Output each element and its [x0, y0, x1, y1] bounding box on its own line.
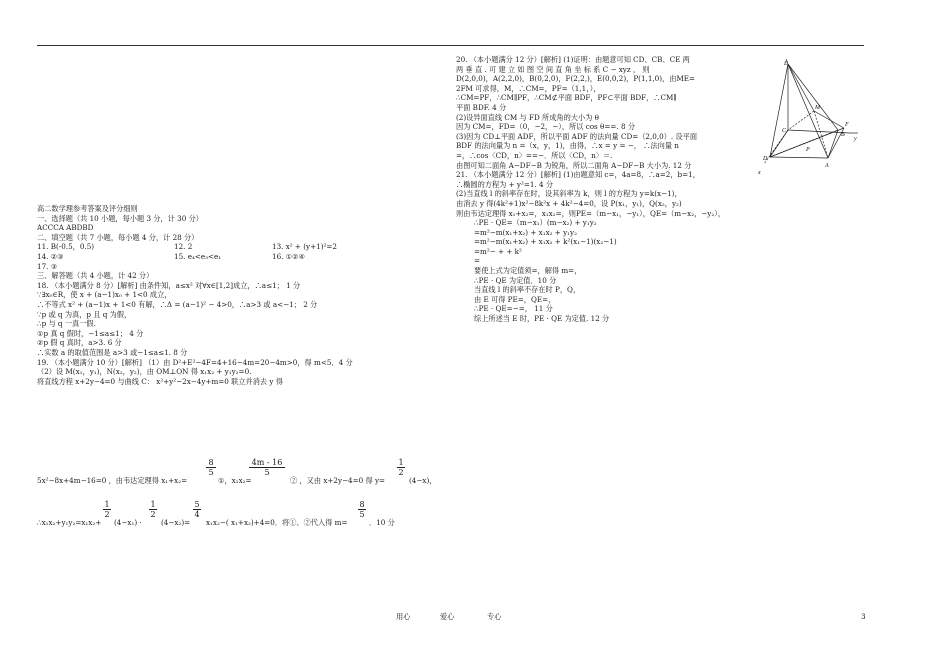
figure-label-A: A: [825, 163, 829, 169]
q21-line: ∴PE · QE 为定值．10 分: [474, 275, 557, 285]
solve-heading: 三、解答题（共 4 小题，计 42 分）: [37, 271, 154, 281]
figure-label-F: F: [845, 122, 849, 128]
q19-text: ．10 分: [369, 518, 395, 527]
mc-heading: 一、选择题（共 10 小题，每小题 3 分，计 30 分）: [37, 213, 203, 223]
q20-line: (2)设异面直线 CM 与 FD 所成角的大小为 θ: [456, 112, 599, 122]
q18-line: ②p 假 q 真时，a>3. 6 分: [37, 338, 122, 348]
geometry-figure: [754, 56, 862, 180]
q19-text: ①，x₁x₂=: [218, 476, 252, 485]
q19-vieta-line: [37, 476, 187, 486]
q18-line: ∴p 与 q 一真一假.: [37, 319, 96, 329]
q20-line: 平面 BDF. 4 分: [456, 102, 507, 112]
footer-motto-1: 用心: [396, 612, 411, 621]
q18-line: ∴不等式 x² + (a−1)x + 1<0 有解，∴Δ = (a−1)² − 4>0，∴a>3 或 a<−1； 2 分: [37, 299, 318, 309]
left-column: [37, 204, 447, 386]
q21-line: =: [474, 256, 481, 266]
figure-label-x: x: [758, 170, 761, 176]
q20-line: 两 垂 直 . 可 建 立 如 图 空 间 直 角 坐 标 系 C − xyz ， 则: [456, 64, 650, 74]
q21-line: =m²− + + k²: [474, 246, 522, 256]
q20-line: BDF 的法向量为 n =（x，y，1)，由得，∴x = y = −， ∴法向量 n: [456, 141, 679, 151]
q19-line: 将直线方程 x+2y−4=0 与曲线 C： x²+y²−2x−4y+m=0 联立并消去 y 得: [37, 376, 283, 386]
fill-answer-11: 11. B(-0.5，0.5): [37, 242, 95, 252]
q19-text: (4−x)，: [409, 476, 437, 485]
figure-label-M: M: [815, 105, 820, 111]
q21-line: (2)当直线 l 的斜率存在时，设其斜率为 k，则 l 的方程为 y=k(x−1)，: [456, 189, 682, 199]
footer-motto-2: 爱心: [440, 612, 455, 621]
q19-text: ② ，又由 x+2y−4=0 得 y=: [290, 476, 386, 485]
figure-label-B: B: [841, 132, 845, 138]
footer-motto-3: 专心: [487, 612, 502, 621]
fraction-8-over-5: 8 5: [359, 500, 365, 519]
q21-line: 要使上式为定值须=，解得 m=，: [474, 266, 582, 276]
fraction-5-over-4: 5 4: [194, 500, 200, 519]
q21-line: ∴椭圆的方程为 + y²=1. 4 分: [456, 179, 554, 189]
q20-line: ∴CM=PF，∴CM∥PF，∴CM⊄平面 BDF，PF⊂平面 BDF，∴CM∥: [456, 93, 677, 103]
right-column: [456, 55, 766, 324]
fill-answer-12: 12. 2: [174, 242, 193, 252]
q19-text: x₁x₂−( x₁+x₂)+4=0．将①、②代入得 m=: [206, 518, 348, 527]
fill-row: [37, 242, 447, 252]
q20-line: 2FM 可求得，M，∴CM=，PF=（1,1，），: [456, 83, 601, 93]
figure-label-D: D: [763, 156, 768, 162]
figure-label-y: y: [854, 136, 857, 142]
fill-answer-16: 16. ①②④: [272, 251, 306, 261]
fill-answer-13: 13. x² + (y+1)²=2: [272, 242, 337, 252]
q18-line: ①p 真 q 假时，−1≤a≤1； 4 分: [37, 328, 144, 338]
q19-text: 5x²−8x+4m−16=0 ，由韦达定理得 x₁+x₂=: [37, 476, 188, 485]
q20-line: 20. （本小题满分 12 分）[解析] (1)证明：由题意可知 CD、CB、CE 两: [456, 55, 690, 64]
fill-answer-15: 15. e₄<e₃<e₁: [174, 251, 222, 261]
fraction-4m-16-over-5: 4m - 16 5: [248, 458, 286, 477]
figure-label-E: E: [784, 61, 788, 67]
q20-line: (3)因为 CD⊥平面 ADF，所以平面 ADF 的法向量 CD=（2,0,0）. 设平面: [456, 131, 698, 141]
answer-key-title: 高二数学理参考答案及评分细则: [37, 204, 138, 213]
q20-line: 由图可知二面角 A−DF−B 为锐角，所以二面角 A−DF−B 大小为. 12 分: [456, 160, 692, 170]
mc-answers: ACCCA ABDBD: [37, 223, 94, 233]
q21-line: 由 E 可得 PE=，QE=，: [474, 294, 556, 304]
q18-line: ∴实数 a 的取值范围是 a>3 或−1≤a≤1. 8 分: [37, 347, 188, 357]
q19-text: (4−x₂)=: [161, 518, 191, 527]
q21-line: =m²−m(x₁+x₂) + x₁x₂ + y₁y₂: [474, 227, 577, 237]
figure-label-P: P: [806, 147, 810, 153]
fill-heading: 二、填空题（共 7 小题，每小题 4 分，计 28 分）: [37, 232, 199, 242]
fraction-1-over-2: 1 2: [398, 458, 404, 477]
fraction-1-over-2: 1 2: [150, 500, 156, 519]
q21-line: 当直线 l 的斜率不存在时 P，Q，: [474, 285, 581, 295]
fill-answer-17: 17. ③: [37, 261, 58, 271]
q20-line: =，∴cos〈CD，n〉==−．所以〈CD，n〉＝.: [456, 150, 613, 160]
header-rule: [37, 45, 864, 46]
q21-line: 则由韦达定理得 x₁+x₂=，x₁x₂=，则PE=（m−x₁，−y₁），QE=（m−x₂，−y₂），: [456, 208, 726, 218]
q18-line: ∵p 或 q 为真，p 且 q 为假，: [37, 309, 132, 319]
fraction-8-over-5: 8 5: [205, 458, 217, 477]
q18-line: 18. （本小题满分 8 分）[解析] 由条件知，a≤x² 对∀x∈[1,2]成立，∴a≤1； 1 分: [37, 280, 301, 290]
q19-line: 19. （本小题满分 10 分）[解析] （1）由 D²+E²−4F=4+16−4m=20−4m>0，得 m<5．4 分: [37, 357, 353, 367]
page-number: 3: [861, 612, 866, 621]
q21-line: ∴PE · QE=−=， 11 分: [474, 304, 553, 314]
fraction-1-over-2: 1 2: [104, 500, 110, 519]
q19-line: （2）设 M(x₁，y₁)，N(x₂，y₂)，由 OM⊥ON 得 x₁x₂ + y₁y₂=0.: [37, 367, 252, 377]
q21-line: 21. （本小题满分 12 分）[解析] (1)由题意知 c=，4a=8，∴a=2，b=1，: [456, 170, 700, 180]
q21-line: 由消去 y 得(4k²+1)x²−8k²x + 4k²−4=0，设 P(x₁，y₁)，Q(x₂，y₂): [456, 198, 682, 208]
q20-line: 因为 CM=，FD=（0，−2，−），所以 cos θ==. 8 分: [456, 122, 636, 132]
fill-answer-14: 14. ②③: [37, 251, 64, 261]
q21-line: 综上所述当 E 时，PE · QE 为定值. 12 分: [474, 314, 610, 324]
q20-line: D(2,0,0)，A(2,2,0)，B(0,2,0)，F(2,2,)，E(0,0,2)，P(1,1,0)，由ME=: [456, 74, 696, 84]
q19-text: (4−x₁) ·: [114, 518, 142, 527]
q18-line: ∵∃x₀∈R，使 x + (a−1)x₀ + 1<0 成立，: [37, 290, 172, 300]
q21-line: ∴PE · QE=（m−x₁）(m−x₂) + y₁y₂: [474, 218, 597, 228]
fill-row: [37, 252, 447, 262]
q19-final-line: [37, 518, 101, 527]
figure-label-C: C: [782, 128, 787, 134]
q19-text: ∴x₁x₂+y₁y₂=x₁x₂+: [37, 518, 102, 527]
q21-line: =m²−m(x₁+x₂) + x₁x₂ + k²(x₁−1)(x₂−1): [474, 237, 617, 247]
